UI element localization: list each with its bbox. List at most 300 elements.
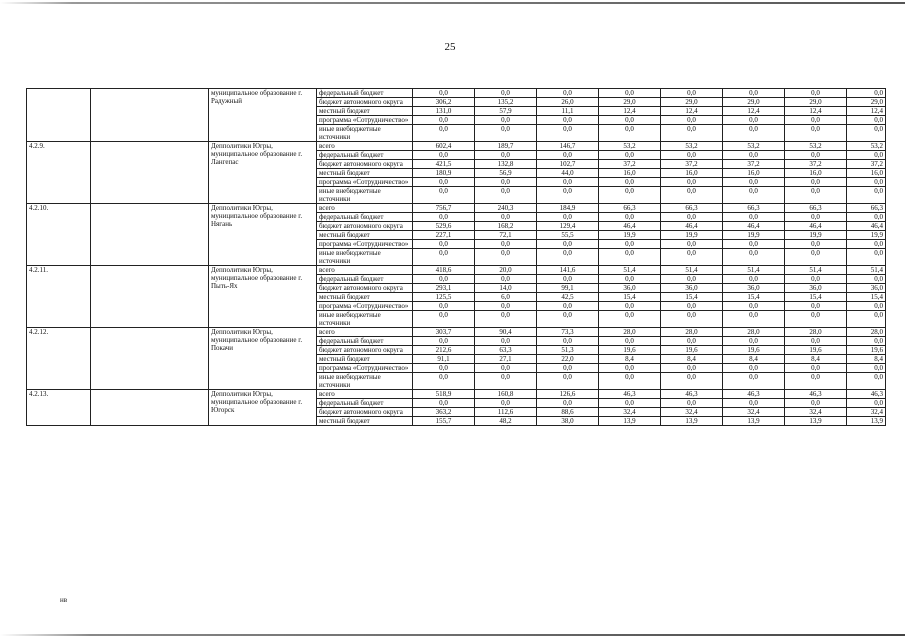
funding-source-cell: бюджет автономного округа xyxy=(317,408,413,417)
funding-source-cell: всего xyxy=(317,142,413,151)
blank-cell xyxy=(91,89,209,142)
amount-cell: 53,2 xyxy=(723,142,785,151)
amount-cell: 0,0 xyxy=(475,311,537,328)
amount-cell: 12,4 xyxy=(661,107,723,116)
amount-cell: 29,0 xyxy=(661,98,723,107)
amount-cell: 28,0 xyxy=(785,328,847,337)
amount-cell: 0,0 xyxy=(475,302,537,311)
amount-cell: 0,0 xyxy=(661,373,723,390)
amount-cell: 19,9 xyxy=(847,231,886,240)
amount-cell: 146,7 xyxy=(537,142,599,151)
amount-cell: 0,0 xyxy=(537,151,599,160)
amount-cell: 0,0 xyxy=(599,89,661,98)
amount-cell: 0,0 xyxy=(599,187,661,204)
amount-cell: 0,0 xyxy=(661,337,723,346)
blank-cell xyxy=(91,142,209,204)
amount-cell: 0,0 xyxy=(475,364,537,373)
amount-cell: 28,0 xyxy=(599,328,661,337)
amount-cell: 0,0 xyxy=(785,240,847,249)
amount-cell: 0,0 xyxy=(661,116,723,125)
amount-cell: 0,0 xyxy=(599,213,661,222)
funding-source-cell: федеральный бюджет xyxy=(317,89,413,98)
amount-cell: 112,6 xyxy=(475,408,537,417)
table-body xyxy=(27,89,886,426)
item-code-cell: 4.2.12. xyxy=(27,328,91,390)
amount-cell: 66,3 xyxy=(785,204,847,213)
amount-cell: 0,0 xyxy=(475,89,537,98)
item-code-cell: 4.2.11. xyxy=(27,266,91,328)
funding-source-cell: федеральный бюджет xyxy=(317,399,413,408)
amount-cell: 0,0 xyxy=(413,213,475,222)
amount-cell: 46,3 xyxy=(847,390,886,399)
amount-cell: 418,6 xyxy=(413,266,475,275)
amount-cell: 99,1 xyxy=(537,284,599,293)
amount-cell: 29,0 xyxy=(599,98,661,107)
page-number: 25 xyxy=(444,41,456,53)
amount-cell: 240,3 xyxy=(475,204,537,213)
amount-cell: 135,2 xyxy=(475,98,537,107)
amount-cell: 0,0 xyxy=(785,399,847,408)
amount-cell: 37,2 xyxy=(785,160,847,169)
amount-cell: 0,0 xyxy=(785,311,847,328)
amount-cell: 36,0 xyxy=(661,284,723,293)
funding-source-cell: федеральный бюджет xyxy=(317,275,413,284)
table-row xyxy=(27,204,886,213)
amount-cell: 29,0 xyxy=(847,98,886,107)
amount-cell: 53,2 xyxy=(847,142,886,151)
footer-mark: нв xyxy=(60,596,68,604)
amount-cell: 46,4 xyxy=(847,222,886,231)
amount-cell: 756,7 xyxy=(413,204,475,213)
amount-cell: 51,4 xyxy=(785,266,847,275)
amount-cell: 91,1 xyxy=(413,355,475,364)
amount-cell: 0,0 xyxy=(599,399,661,408)
amount-cell: 66,3 xyxy=(599,204,661,213)
amount-cell: 19,9 xyxy=(723,231,785,240)
table-row xyxy=(27,328,886,337)
amount-cell: 14,0 xyxy=(475,284,537,293)
amount-cell: 0,0 xyxy=(847,364,886,373)
amount-cell: 19,9 xyxy=(599,231,661,240)
amount-cell: 53,2 xyxy=(785,142,847,151)
amount-cell: 0,0 xyxy=(599,275,661,284)
amount-cell: 46,4 xyxy=(785,222,847,231)
amount-cell: 0,0 xyxy=(723,240,785,249)
amount-cell: 32,4 xyxy=(847,408,886,417)
amount-cell: 131,0 xyxy=(413,107,475,116)
amount-cell: 51,4 xyxy=(847,266,886,275)
amount-cell: 12,4 xyxy=(785,107,847,116)
executor-cell: Депполитики Югры, муниципальное образование г. Лангепас xyxy=(209,142,317,204)
amount-cell: 0,0 xyxy=(413,125,475,142)
amount-cell: 0,0 xyxy=(661,240,723,249)
amount-cell: 155,7 xyxy=(413,417,475,426)
amount-cell: 0,0 xyxy=(599,311,661,328)
amount-cell: 0,0 xyxy=(785,373,847,390)
amount-cell: 66,3 xyxy=(661,204,723,213)
amount-cell: 0,0 xyxy=(785,178,847,187)
amount-cell: 46,3 xyxy=(785,390,847,399)
funding-source-cell: бюджет автономного округа xyxy=(317,160,413,169)
amount-cell: 125,5 xyxy=(413,293,475,302)
amount-cell: 22,0 xyxy=(537,355,599,364)
amount-cell: 63,3 xyxy=(475,346,537,355)
amount-cell: 28,0 xyxy=(723,328,785,337)
amount-cell: 66,3 xyxy=(847,204,886,213)
funding-source-cell: всего xyxy=(317,328,413,337)
amount-cell: 0,0 xyxy=(847,337,886,346)
amount-cell: 48,2 xyxy=(475,417,537,426)
amount-cell: 0,0 xyxy=(847,373,886,390)
amount-cell: 0,0 xyxy=(599,178,661,187)
amount-cell: 19,6 xyxy=(847,346,886,355)
amount-cell: 0,0 xyxy=(475,399,537,408)
table-row xyxy=(27,266,886,275)
amount-cell: 0,0 xyxy=(537,116,599,125)
executor-cell: муниципальное образование г. Радужный xyxy=(209,89,317,142)
amount-cell: 12,4 xyxy=(599,107,661,116)
amount-cell: 13,9 xyxy=(661,417,723,426)
amount-cell: 0,0 xyxy=(785,187,847,204)
amount-cell: 0,0 xyxy=(537,213,599,222)
amount-cell: 0,0 xyxy=(661,275,723,284)
amount-cell: 46,4 xyxy=(723,222,785,231)
amount-cell: 421,5 xyxy=(413,160,475,169)
funding-source-cell: всего xyxy=(317,390,413,399)
amount-cell: 0,0 xyxy=(847,187,886,204)
amount-cell: 0,0 xyxy=(537,249,599,266)
amount-cell: 13,9 xyxy=(847,417,886,426)
funding-source-cell: федеральный бюджет xyxy=(317,337,413,346)
amount-cell: 0,0 xyxy=(847,311,886,328)
executor-cell: Депполитики Югры, муниципальное образование г. Югорск xyxy=(209,390,317,426)
amount-cell: 46,4 xyxy=(661,222,723,231)
amount-cell: 0,0 xyxy=(475,240,537,249)
amount-cell: 0,0 xyxy=(847,275,886,284)
table-row xyxy=(27,89,886,98)
amount-cell: 0,0 xyxy=(537,240,599,249)
funding-source-cell: федеральный бюджет xyxy=(317,151,413,160)
funding-source-cell: местный бюджет xyxy=(317,355,413,364)
executor-cell: Депполитики Югры, муниципальное образование г. Нягань xyxy=(209,204,317,266)
amount-cell: 0,0 xyxy=(413,178,475,187)
amount-cell: 13,9 xyxy=(785,417,847,426)
amount-cell: 46,4 xyxy=(599,222,661,231)
amount-cell: 0,0 xyxy=(599,116,661,125)
funding-source-cell: местный бюджет xyxy=(317,231,413,240)
amount-cell: 12,4 xyxy=(847,107,886,116)
amount-cell: 0,0 xyxy=(723,116,785,125)
funding-source-cell: всего xyxy=(317,204,413,213)
amount-cell: 0,0 xyxy=(661,213,723,222)
amount-cell: 26,0 xyxy=(537,98,599,107)
amount-cell: 0,0 xyxy=(661,125,723,142)
funding-source-cell: федеральный бюджет xyxy=(317,213,413,222)
amount-cell: 0,0 xyxy=(537,311,599,328)
amount-cell: 602,4 xyxy=(413,142,475,151)
amount-cell: 88,6 xyxy=(537,408,599,417)
amount-cell: 0,0 xyxy=(785,89,847,98)
amount-cell: 0,0 xyxy=(723,249,785,266)
amount-cell: 16,0 xyxy=(599,169,661,178)
amount-cell: 0,0 xyxy=(785,249,847,266)
amount-cell: 15,4 xyxy=(847,293,886,302)
amount-cell: 141,6 xyxy=(537,266,599,275)
amount-cell: 36,0 xyxy=(847,284,886,293)
amount-cell: 0,0 xyxy=(537,178,599,187)
amount-cell: 0,0 xyxy=(599,302,661,311)
amount-cell: 0,0 xyxy=(413,89,475,98)
amount-cell: 73,3 xyxy=(537,328,599,337)
blank-cell xyxy=(91,328,209,390)
amount-cell: 16,0 xyxy=(847,169,886,178)
amount-cell: 36,0 xyxy=(723,284,785,293)
budget-table xyxy=(26,88,886,426)
amount-cell: 19,9 xyxy=(785,231,847,240)
amount-cell: 57,9 xyxy=(475,107,537,116)
amount-cell: 37,2 xyxy=(723,160,785,169)
amount-cell: 0,0 xyxy=(847,249,886,266)
amount-cell: 184,9 xyxy=(537,204,599,213)
funding-source-cell: местный бюджет xyxy=(317,417,413,426)
amount-cell: 132,8 xyxy=(475,160,537,169)
amount-cell: 0,0 xyxy=(785,364,847,373)
amount-cell: 15,4 xyxy=(599,293,661,302)
amount-cell: 0,0 xyxy=(785,151,847,160)
amount-cell: 227,1 xyxy=(413,231,475,240)
amount-cell: 0,0 xyxy=(785,337,847,346)
amount-cell: 0,0 xyxy=(475,275,537,284)
amount-cell: 0,0 xyxy=(785,213,847,222)
amount-cell: 0,0 xyxy=(413,302,475,311)
amount-cell: 66,3 xyxy=(723,204,785,213)
amount-cell: 27,1 xyxy=(475,355,537,364)
amount-cell: 32,4 xyxy=(599,408,661,417)
amount-cell: 0,0 xyxy=(599,337,661,346)
funding-source-cell: иные внебюджетные источники xyxy=(317,187,413,204)
amount-cell: 0,0 xyxy=(475,213,537,222)
amount-cell: 0,0 xyxy=(723,399,785,408)
funding-source-cell: бюджет автономного округа xyxy=(317,222,413,231)
funding-source-cell: местный бюджет xyxy=(317,169,413,178)
amount-cell: 37,2 xyxy=(599,160,661,169)
amount-cell: 15,4 xyxy=(723,293,785,302)
amount-cell: 0,0 xyxy=(847,116,886,125)
amount-cell: 0,0 xyxy=(475,151,537,160)
amount-cell: 0,0 xyxy=(413,311,475,328)
amount-cell: 15,4 xyxy=(661,293,723,302)
amount-cell: 363,2 xyxy=(413,408,475,417)
amount-cell: 0,0 xyxy=(723,364,785,373)
amount-cell: 0,0 xyxy=(599,373,661,390)
amount-cell: 0,0 xyxy=(785,275,847,284)
amount-cell: 0,0 xyxy=(537,89,599,98)
scan-top-edge xyxy=(0,2,905,4)
amount-cell: 0,0 xyxy=(785,125,847,142)
amount-cell: 303,7 xyxy=(413,328,475,337)
blank-cell xyxy=(91,204,209,266)
amount-cell: 38,0 xyxy=(537,417,599,426)
item-code-cell: 4.2.10. xyxy=(27,204,91,266)
amount-cell: 46,3 xyxy=(661,390,723,399)
amount-cell: 180,9 xyxy=(413,169,475,178)
amount-cell: 51,4 xyxy=(599,266,661,275)
amount-cell: 0,0 xyxy=(413,151,475,160)
blank-cell xyxy=(91,266,209,328)
amount-cell: 0,0 xyxy=(599,364,661,373)
amount-cell: 51,4 xyxy=(723,266,785,275)
amount-cell: 0,0 xyxy=(413,187,475,204)
amount-cell: 46,3 xyxy=(599,390,661,399)
amount-cell: 0,0 xyxy=(847,151,886,160)
amount-cell: 0,0 xyxy=(413,364,475,373)
amount-cell: 8,4 xyxy=(599,355,661,364)
amount-cell: 28,0 xyxy=(847,328,886,337)
amount-cell: 529,6 xyxy=(413,222,475,231)
amount-cell: 0,0 xyxy=(847,125,886,142)
amount-cell: 13,9 xyxy=(599,417,661,426)
amount-cell: 160,8 xyxy=(475,390,537,399)
amount-cell: 19,6 xyxy=(661,346,723,355)
amount-cell: 0,0 xyxy=(413,275,475,284)
amount-cell: 0,0 xyxy=(723,373,785,390)
amount-cell: 42,5 xyxy=(537,293,599,302)
amount-cell: 0,0 xyxy=(537,187,599,204)
amount-cell: 0,0 xyxy=(723,302,785,311)
amount-cell: 37,2 xyxy=(661,160,723,169)
amount-cell: 0,0 xyxy=(413,116,475,125)
amount-cell: 0,0 xyxy=(723,213,785,222)
amount-cell: 0,0 xyxy=(413,337,475,346)
amount-cell: 0,0 xyxy=(537,337,599,346)
amount-cell: 0,0 xyxy=(537,399,599,408)
amount-cell: 32,4 xyxy=(785,408,847,417)
funding-source-cell: местный бюджет xyxy=(317,293,413,302)
amount-cell: 293,1 xyxy=(413,284,475,293)
funding-source-cell: программа «Сотрудничество» xyxy=(317,178,413,187)
scan-bottom-edge xyxy=(0,634,905,636)
amount-cell: 0,0 xyxy=(413,240,475,249)
funding-source-cell: бюджет автономного округа xyxy=(317,98,413,107)
amount-cell: 0,0 xyxy=(723,311,785,328)
amount-cell: 0,0 xyxy=(475,125,537,142)
amount-cell: 518,9 xyxy=(413,390,475,399)
amount-cell: 16,0 xyxy=(661,169,723,178)
amount-cell: 53,2 xyxy=(599,142,661,151)
amount-cell: 129,4 xyxy=(537,222,599,231)
amount-cell: 0,0 xyxy=(847,302,886,311)
amount-cell: 13,9 xyxy=(723,417,785,426)
amount-cell: 8,4 xyxy=(847,355,886,364)
amount-cell: 0,0 xyxy=(785,116,847,125)
funding-source-cell: всего xyxy=(317,266,413,275)
amount-cell: 0,0 xyxy=(537,302,599,311)
amount-cell: 19,9 xyxy=(661,231,723,240)
amount-cell: 29,0 xyxy=(785,98,847,107)
table-row xyxy=(27,142,886,151)
amount-cell: 32,4 xyxy=(723,408,785,417)
funding-source-cell: местный бюджет xyxy=(317,107,413,116)
amount-cell: 28,0 xyxy=(661,328,723,337)
amount-cell: 56,9 xyxy=(475,169,537,178)
amount-cell: 0,0 xyxy=(475,337,537,346)
blank-cell xyxy=(91,390,209,426)
amount-cell: 44,0 xyxy=(537,169,599,178)
amount-cell: 212,6 xyxy=(413,346,475,355)
funding-source-cell: программа «Сотрудничество» xyxy=(317,302,413,311)
amount-cell: 0,0 xyxy=(599,151,661,160)
item-code-cell: 4.2.9. xyxy=(27,142,91,204)
amount-cell: 0,0 xyxy=(661,249,723,266)
amount-cell: 0,0 xyxy=(847,89,886,98)
amount-cell: 0,0 xyxy=(475,249,537,266)
amount-cell: 0,0 xyxy=(413,399,475,408)
item-code-cell xyxy=(27,89,91,142)
amount-cell: 0,0 xyxy=(847,240,886,249)
amount-cell: 0,0 xyxy=(413,373,475,390)
amount-cell: 16,0 xyxy=(785,169,847,178)
amount-cell: 51,4 xyxy=(661,266,723,275)
amount-cell: 0,0 xyxy=(475,373,537,390)
amount-cell: 0,0 xyxy=(723,89,785,98)
amount-cell: 189,7 xyxy=(475,142,537,151)
amount-cell: 11,1 xyxy=(537,107,599,116)
amount-cell: 19,6 xyxy=(785,346,847,355)
amount-cell: 72,1 xyxy=(475,231,537,240)
funding-source-cell: иные внебюджетные источники xyxy=(317,311,413,328)
funding-source-cell: бюджет автономного округа xyxy=(317,346,413,355)
amount-cell: 0,0 xyxy=(661,364,723,373)
amount-cell: 0,0 xyxy=(661,151,723,160)
amount-cell: 0,0 xyxy=(413,249,475,266)
amount-cell: 0,0 xyxy=(537,373,599,390)
amount-cell: 126,6 xyxy=(537,390,599,399)
funding-source-cell: иные внебюджетные источники xyxy=(317,125,413,142)
funding-source-cell: иные внебюджетные источники xyxy=(317,373,413,390)
amount-cell: 8,4 xyxy=(723,355,785,364)
amount-cell: 46,3 xyxy=(723,390,785,399)
amount-cell: 0,0 xyxy=(661,399,723,408)
amount-cell: 0,0 xyxy=(723,275,785,284)
amount-cell: 0,0 xyxy=(475,187,537,204)
amount-cell: 0,0 xyxy=(537,275,599,284)
amount-cell: 19,6 xyxy=(599,346,661,355)
funding-source-cell: бюджет автономного округа xyxy=(317,284,413,293)
amount-cell: 168,2 xyxy=(475,222,537,231)
funding-source-cell: иные внебюджетные источники xyxy=(317,249,413,266)
amount-cell: 0,0 xyxy=(847,399,886,408)
amount-cell: 19,6 xyxy=(723,346,785,355)
amount-cell: 0,0 xyxy=(785,302,847,311)
amount-cell: 0,0 xyxy=(475,178,537,187)
amount-cell: 12,4 xyxy=(723,107,785,116)
amount-cell: 0,0 xyxy=(661,302,723,311)
funding-source-cell: программа «Сотрудничество» xyxy=(317,240,413,249)
amount-cell: 8,4 xyxy=(785,355,847,364)
amount-cell: 102,7 xyxy=(537,160,599,169)
table-row xyxy=(27,390,886,399)
amount-cell: 0,0 xyxy=(599,240,661,249)
amount-cell: 20,0 xyxy=(475,266,537,275)
executor-cell: Депполитики Югры, муниципальное образование г. Покачи xyxy=(209,328,317,390)
amount-cell: 51,3 xyxy=(537,346,599,355)
amount-cell: 0,0 xyxy=(537,125,599,142)
amount-cell: 0,0 xyxy=(475,116,537,125)
amount-cell: 15,4 xyxy=(785,293,847,302)
amount-cell: 0,0 xyxy=(723,178,785,187)
amount-cell: 0,0 xyxy=(847,178,886,187)
amount-cell: 306,2 xyxy=(413,98,475,107)
